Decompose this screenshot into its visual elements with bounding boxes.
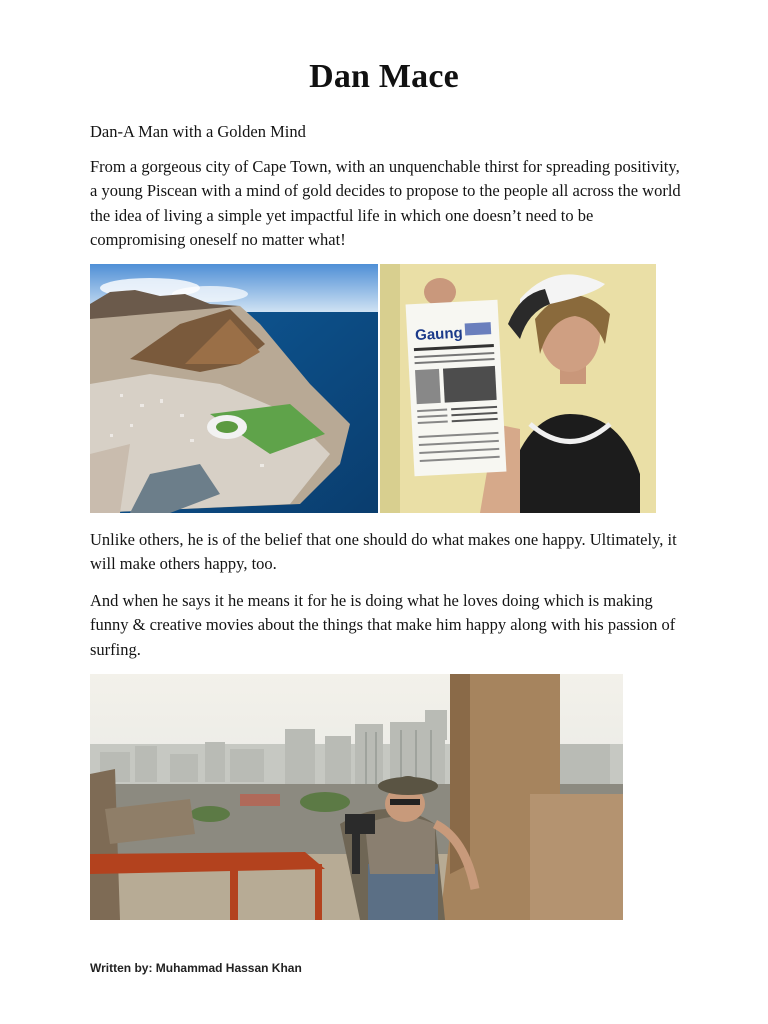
portrait-with-newspaper-photo (380, 264, 656, 513)
belief-paragraph: Unlike others, he is of the belief that one should do what makes one happy. Ultimately, it will make others happy, too. (90, 530, 677, 574)
article-subtitle: Dan-A Man with a Golden Mind (90, 122, 306, 141)
passion-paragraph: And when he says it he means it for he is doing what he loves doing which is making funny & creative movies about the things that make him happy along with his passion of surfing. (90, 591, 676, 659)
page-title: Dan Mace (309, 58, 459, 95)
rooftop-filming-photo (90, 674, 623, 920)
newspaper-masthead: Gaung (414, 324, 464, 345)
author-credit: Written by: Muhammad Hassan Khan (90, 961, 302, 975)
cape-town-aerial-photo (90, 264, 378, 513)
intro-paragraph: From a gorgeous city of Cape Town, with an unquenchable thirst for spreading positivity, a young Piscean with a mind of gold decides to propose to the people all across the world the idea of living a simple yet impactful life in which one doesn’t need to be compromising oneself no matter what! (90, 157, 681, 249)
